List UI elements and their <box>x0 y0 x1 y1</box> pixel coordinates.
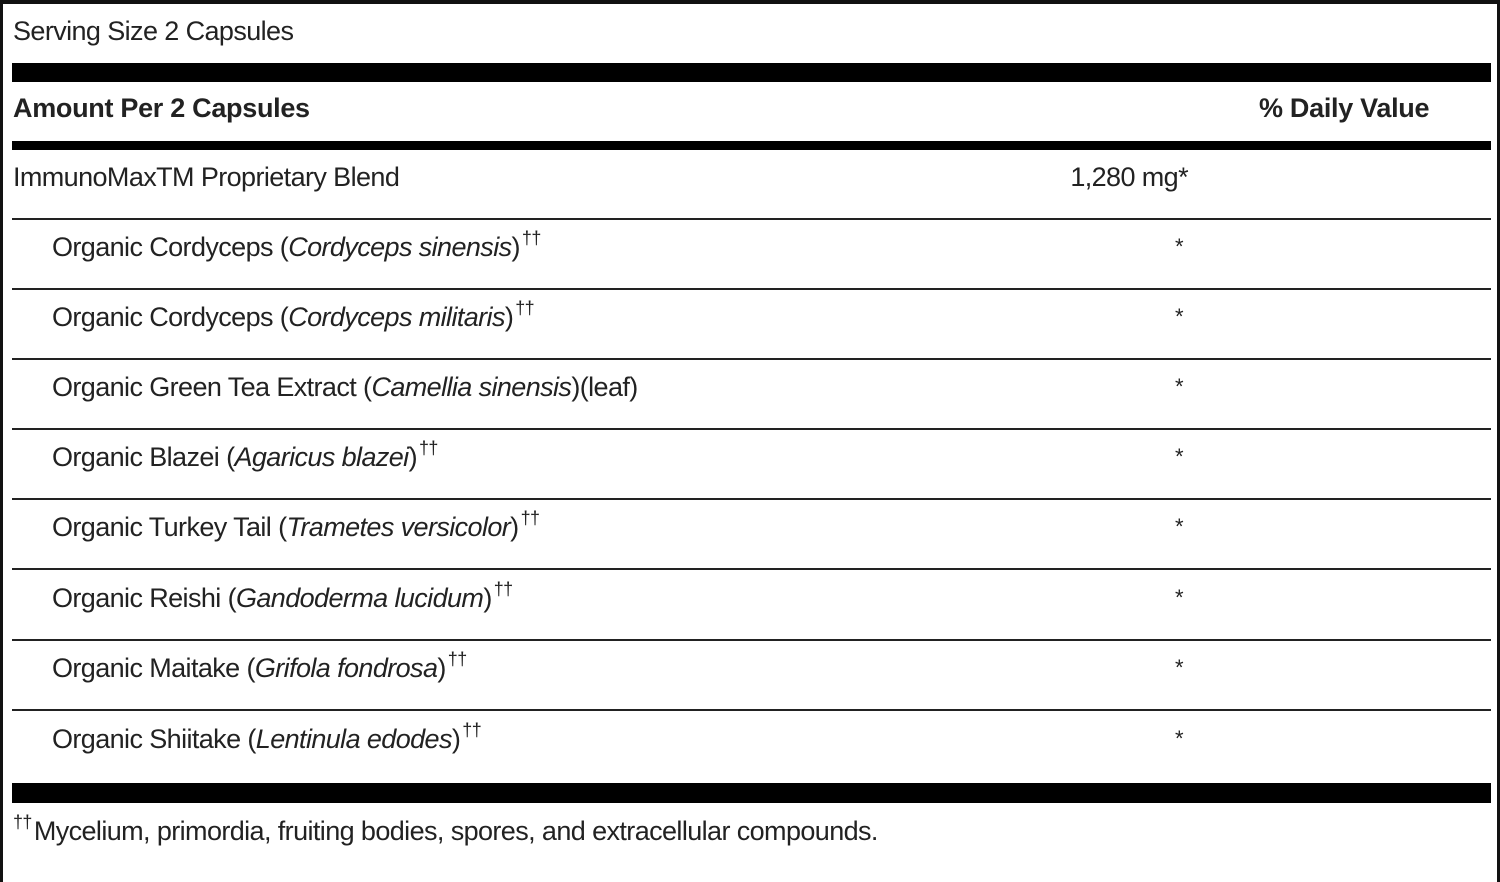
thick-divider-top <box>12 63 1491 82</box>
ingredient-daily-value: * <box>1175 726 1184 751</box>
ingredient-row <box>12 712 1491 782</box>
thick-divider-mid <box>12 141 1491 150</box>
footnote-mark: †† <box>521 228 541 248</box>
ingredient-scientific-name: Camellia sinensis <box>371 372 572 402</box>
ingredient-daily-value: * <box>1175 444 1184 469</box>
ingredient-scientific-name: Agaricus blazei <box>234 442 409 472</box>
ingredient-name <box>52 372 638 403</box>
ingredient-scientific-name: Trametes versicolor <box>286 512 511 542</box>
ingredient-name <box>52 579 513 614</box>
ingredient-name <box>52 720 482 755</box>
footnote-mark: †† <box>13 812 32 832</box>
footnote-mark: †† <box>515 298 535 318</box>
ingredient-common-name: Organic Cordyceps ( <box>52 232 289 262</box>
ingredient-common-name: Organic Maitake ( <box>52 653 255 683</box>
footnote-mark: †† <box>462 720 482 740</box>
ingredient-daily-value: * <box>1175 234 1184 259</box>
ingredient-suffix: ) <box>511 232 520 262</box>
ingredient-row <box>12 220 1491 290</box>
thick-divider-bottom <box>12 783 1491 803</box>
ingredient-scientific-name: Cordyceps militaris <box>288 302 505 332</box>
ingredient-suffix: ) <box>510 512 519 542</box>
ingredient-suffix: ) <box>483 583 492 613</box>
ingredient-name <box>52 298 535 333</box>
ingredient-scientific-name: Lentinula edodes <box>255 724 452 754</box>
ingredient-name <box>52 649 467 684</box>
ingredient-row <box>12 430 1491 500</box>
footnote-mark: †† <box>493 579 513 599</box>
ingredient-suffix: ) <box>504 302 514 332</box>
blend-row <box>12 150 1491 220</box>
ingredient-scientific-name: Gandoderma lucidum <box>235 583 484 613</box>
amount-per-header: Amount Per 2 Capsules <box>13 93 310 123</box>
ingredient-row <box>12 500 1491 570</box>
ingredient-name <box>52 228 541 263</box>
ingredient-common-name: Organic Blazei ( <box>52 442 235 472</box>
ingredient-row <box>12 360 1491 430</box>
footnote <box>13 812 878 847</box>
blend-amount: 1,280 mg* <box>1070 162 1188 192</box>
footnote-mark: †† <box>419 438 438 458</box>
ingredient-common-name: Organic Cordyceps ( <box>52 302 289 332</box>
ingredient-scientific-name: Grifola fondrosa <box>254 653 438 683</box>
ingredient-common-name: Organic Green Tea Extract ( <box>52 372 372 402</box>
ingredient-suffix: ) <box>437 653 446 683</box>
ingredient-daily-value: * <box>1175 655 1184 680</box>
ingredient-suffix: ) <box>451 724 461 754</box>
ingredient-name <box>52 508 540 543</box>
footnote-text: Mycelium, primordia, fruiting bodies, spores, and extracellular compounds. <box>33 816 878 846</box>
serving-size: Serving Size 2 Capsules <box>13 16 294 46</box>
ingredient-suffix: )(leaf) <box>571 372 638 402</box>
footnote-mark: †† <box>447 649 467 669</box>
ingredient-daily-value: * <box>1175 514 1184 539</box>
ingredient-name <box>52 438 438 473</box>
blend-name: ImmunoMaxTM Proprietary Blend <box>13 162 400 192</box>
ingredient-common-name: Organic Reishi ( <box>52 583 236 613</box>
ingredient-common-name: Organic Shiitake ( <box>52 724 256 754</box>
footnote-mark: †† <box>520 508 540 528</box>
ingredient-daily-value: * <box>1175 585 1184 610</box>
ingredient-row <box>12 290 1491 360</box>
ingredient-daily-value: * <box>1175 304 1184 329</box>
daily-value-header: % Daily Value <box>1259 93 1430 123</box>
ingredient-suffix: ) <box>408 442 417 472</box>
ingredient-row <box>12 571 1491 641</box>
ingredient-daily-value: * <box>1175 374 1184 399</box>
ingredient-scientific-name: Cordyceps sinensis <box>288 232 512 262</box>
ingredient-row <box>12 641 1491 711</box>
ingredient-common-name: Organic Turkey Tail ( <box>52 512 287 542</box>
